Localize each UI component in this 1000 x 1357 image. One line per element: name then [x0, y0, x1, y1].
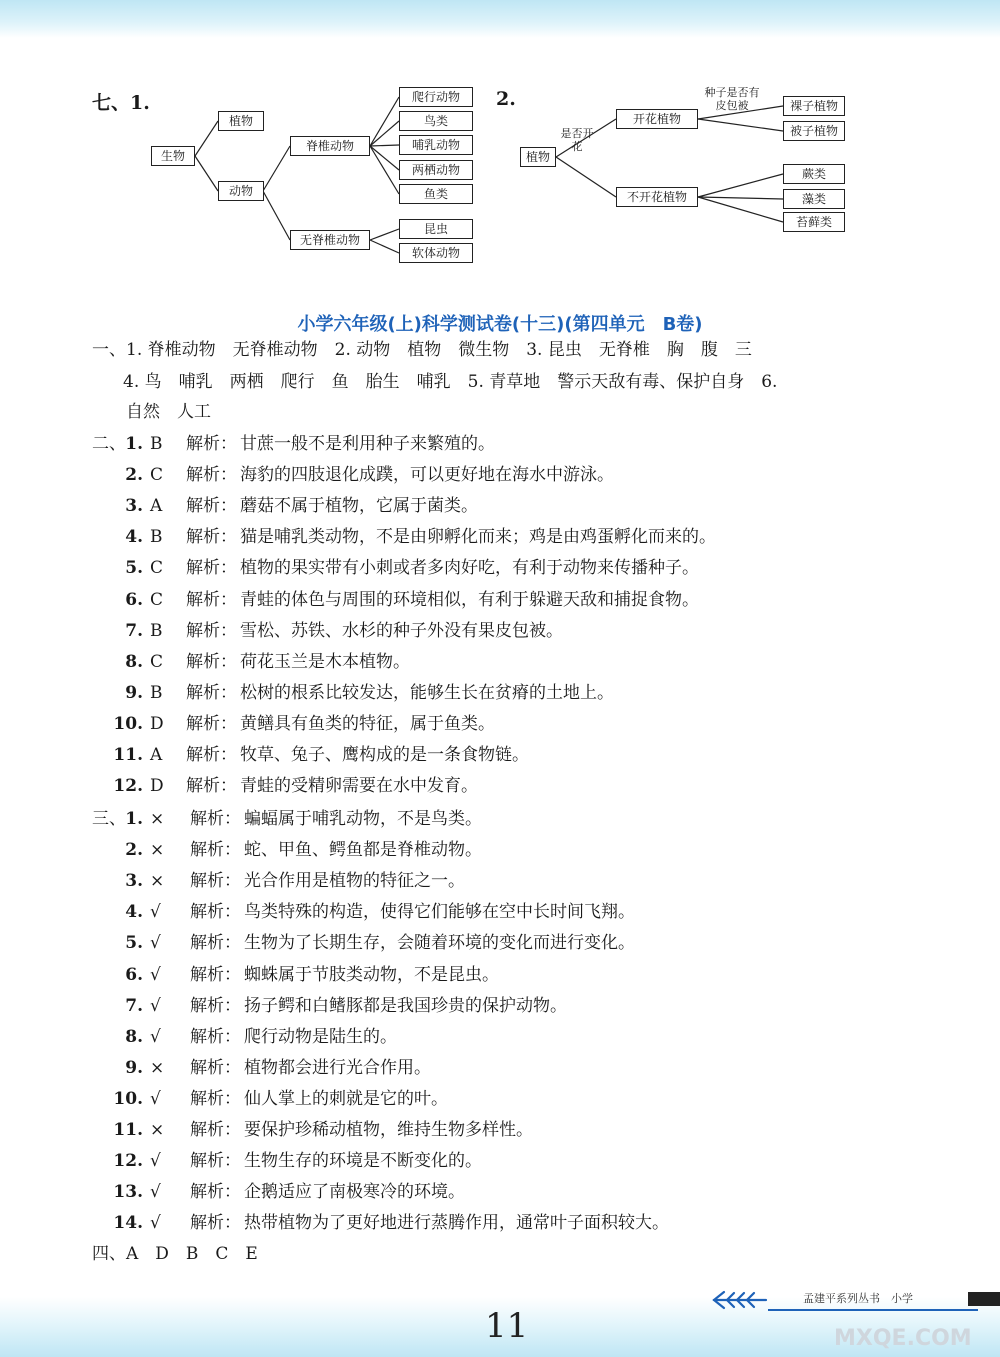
analysis-text: 生物生存的环境是不断变化的。 [244, 1151, 482, 1172]
analysis-label: 解析： [190, 964, 241, 985]
analysis-label: 解析： [186, 558, 237, 579]
analysis-text: 鸟类特殊的构造，使得它们能够在空中长时间飞翔。 [244, 902, 635, 923]
item-answer: √ [150, 995, 161, 1016]
item-number: 10. [113, 713, 143, 734]
part1-line-1: 一、1. 脊椎动物 无脊椎动物 2. 动物 植物 微生物 3. 昆虫 无脊椎 胸 腹 三 [92, 340, 752, 360]
node-vertebrate: 脊椎动物 [290, 136, 370, 156]
item-answer: B [150, 527, 163, 548]
analysis-label: 解析： [190, 1026, 241, 1047]
footer-rule [768, 1309, 978, 1311]
node-mosses: 苔藓类 [783, 212, 845, 232]
item-number: 1. [125, 434, 143, 454]
analysis-text: 蘑菇不属于植物，它属于菌类。 [240, 496, 478, 517]
item-number: 5. [125, 558, 143, 579]
item-answer: × [150, 871, 165, 892]
analysis-label: 解析： [186, 713, 237, 734]
item-answer: √ [150, 1182, 161, 1203]
analysis-label: 解析： [186, 496, 237, 517]
analysis-label: 解析： [190, 1057, 241, 1078]
item-answer: C [150, 465, 164, 486]
node-flowering: 开花植物 [616, 109, 698, 129]
node-ferns: 蕨类 [783, 164, 845, 184]
item-answer: √ [150, 1088, 161, 1109]
item-number: 3. [125, 496, 143, 517]
item-number: 11. [113, 745, 143, 765]
node-angiosperms: 被子植物 [783, 121, 845, 141]
item-answer: D [150, 713, 164, 734]
page-number: 11 [485, 1306, 529, 1346]
item-answer: × [150, 840, 165, 861]
analysis-text: 荷花玉兰是木本植物。 [240, 651, 410, 672]
node-fish: 鱼类 [399, 184, 473, 204]
analysis-text: 牧草、兔子、鹰构成的是一条食物链。 [240, 745, 529, 765]
item-number: 4. [125, 902, 143, 923]
analysis-label: 解析： [190, 809, 241, 829]
item-number: 4. [125, 527, 143, 548]
node-algae: 藻类 [783, 189, 845, 209]
arrow-icon [710, 1289, 770, 1311]
item-answer: C [150, 558, 164, 579]
node-reptiles: 爬行动物 [399, 87, 473, 107]
item-number: 6. [125, 589, 143, 610]
analysis-label: 解析： [186, 465, 237, 486]
item-answer: A [150, 745, 163, 765]
item-answer: B [150, 620, 163, 641]
analysis-text: 仙人掌上的刺就是它的叶。 [244, 1088, 448, 1109]
item-answer: √ [150, 1026, 161, 1047]
analysis-text: 要保护珍稀动植物，维持生物多样性。 [244, 1120, 533, 1140]
analysis-text: 光合作用是植物的特征之一。 [244, 871, 465, 892]
item-number: 9. [125, 682, 143, 703]
analysis-text: 蜘蛛属于节肢类动物，不是昆虫。 [244, 964, 499, 985]
analysis-label: 解析： [190, 933, 241, 954]
footer-marker [968, 1292, 1000, 1306]
part1-line-3: 自然 人工 [126, 402, 211, 422]
part4-answers: 四、A D B C E [92, 1244, 258, 1264]
node-amphibians: 两栖动物 [399, 160, 473, 180]
node-plants-2: 植物 [520, 147, 556, 167]
item-number: 7. [125, 995, 143, 1016]
analysis-label: 解析： [190, 995, 241, 1016]
part2-prefix: 二、 [92, 434, 126, 454]
item-number: 13. [113, 1182, 143, 1203]
analysis-text: 海豹的四肢退化成蹼，可以更好地在海水中游泳。 [240, 465, 614, 486]
item-number: 14. [113, 1213, 143, 1234]
item-number: 9. [125, 1057, 143, 1078]
node-mammals: 哺乳动物 [399, 135, 473, 155]
analysis-text: 青蛙的体色与周围的环境相似，有利于躲避天敌和捕捉食物。 [240, 589, 699, 610]
analysis-text: 热带植物为了更好地进行蒸腾作用，通常叶子面积较大。 [244, 1213, 669, 1234]
analysis-text: 扬子鳄和白鳍豚都是我国珍贵的保护动物。 [244, 995, 567, 1016]
analysis-text: 青蛙的受精卵需要在水中发育。 [240, 776, 478, 797]
section7-label: 七、1. [92, 92, 150, 114]
item-answer: √ [150, 902, 161, 923]
part1-line-2: 4. 鸟 哺乳 两栖 爬行 鱼 胎生 哺乳 5. 青草地 警示天敌有毒、保护自身 6. [123, 372, 778, 392]
item-number: 5. [125, 933, 143, 954]
item-answer: C [150, 651, 164, 672]
analysis-label: 解析： [190, 1213, 241, 1234]
analysis-text: 爬行动物是陆生的。 [244, 1026, 397, 1047]
analysis-label: 解析： [190, 1120, 241, 1140]
node-mollusks: 软体动物 [399, 243, 473, 263]
node-insects: 昆虫 [399, 219, 473, 239]
item-number: 8. [125, 1026, 143, 1047]
analysis-label: 解析： [190, 1088, 241, 1109]
item-answer: √ [150, 933, 161, 954]
analysis-text: 蝙蝠属于哺乳动物，不是鸟类。 [244, 809, 482, 829]
analysis-label: 解析： [190, 902, 241, 923]
analysis-text: 生物为了长期生存，会随着环境的变化而进行变化。 [244, 933, 635, 954]
item-number: 11. [113, 1120, 143, 1140]
item-answer: × [150, 809, 165, 829]
watermark-text: MXQE.COM [834, 1326, 972, 1351]
analysis-label: 解析： [186, 589, 237, 610]
item-number: 7. [125, 620, 143, 641]
node-living-things: 生物 [151, 146, 195, 166]
item-number: 2. [125, 465, 143, 486]
item-number: 6. [125, 964, 143, 985]
item-answer: √ [150, 964, 161, 985]
analysis-text: 企鹅适应了南极寒冷的环境。 [244, 1182, 465, 1203]
analysis-label: 解析： [186, 620, 237, 641]
item-answer: A [150, 496, 163, 517]
item-answer: × [150, 1057, 165, 1078]
node-invertebrate: 无脊椎动物 [290, 230, 370, 250]
item-answer: B [150, 434, 163, 454]
footer-series-name: 孟建平系列丛书 小学 [803, 1292, 913, 1305]
analysis-label: 解析： [186, 527, 237, 548]
analysis-label: 解析： [190, 1151, 241, 1172]
item-number: 2. [125, 840, 143, 861]
analysis-label: 解析： [190, 1182, 241, 1203]
criterion-flowering: 是否开花 [560, 127, 594, 153]
analysis-text: 植物的果实带有小刺或者多肉好吃，有利于动物来传播种子。 [240, 558, 699, 579]
part3-prefix: 三、 [92, 809, 126, 829]
item-answer: √ [150, 1213, 161, 1234]
analysis-label: 解析： [186, 651, 237, 672]
analysis-text: 植物都会进行光合作用。 [244, 1057, 431, 1078]
node-non-flowering: 不开花植物 [616, 187, 698, 207]
item-number: 10. [113, 1088, 143, 1109]
analysis-text: 松树的根系比较发达，能够生长在贫瘠的土地上。 [240, 682, 614, 703]
diagram-connectors [0, 0, 1000, 280]
item-number: 8. [125, 651, 143, 672]
item-answer: B [150, 682, 163, 703]
analysis-text: 猫是哺乳类动物，不是由卵孵化而来；鸡是由鸡蛋孵化而来的。 [240, 527, 716, 548]
analysis-text: 甘蔗一般不是利用种子来繁殖的。 [240, 434, 495, 454]
item-answer: D [150, 776, 164, 797]
node-animals: 动物 [218, 181, 264, 201]
node-gymnosperms: 裸子植物 [783, 96, 845, 116]
analysis-label: 解析： [186, 745, 237, 765]
node-birds: 鸟类 [399, 111, 473, 131]
analysis-label: 解析： [186, 434, 237, 454]
item-answer: √ [150, 1151, 161, 1172]
item-number: 12. [113, 1151, 143, 1172]
criterion-seed-covering: 种子是否有皮包被 [704, 86, 760, 112]
analysis-label: 解析： [190, 840, 241, 861]
analysis-text: 黄鳝具有鱼类的特征，属于鱼类。 [240, 713, 495, 734]
item-answer: × [150, 1120, 165, 1140]
item-number: 1. [125, 809, 143, 829]
analysis-text: 蛇、甲鱼、鳄鱼都是脊椎动物。 [244, 840, 482, 861]
item-number: 3. [125, 871, 143, 892]
section7-label-2: 2. [496, 88, 516, 110]
item-number: 12. [113, 776, 143, 797]
analysis-label: 解析： [190, 871, 241, 892]
analysis-text: 雪松、苏铁、水杉的种子外没有果皮包被。 [240, 620, 563, 641]
node-plants: 植物 [218, 111, 264, 131]
test-paper-title: 小学六年级(上)科学测试卷(十三)(第四单元 B卷) [297, 314, 703, 335]
analysis-label: 解析： [186, 682, 237, 703]
analysis-label: 解析： [186, 776, 237, 797]
item-answer: C [150, 589, 164, 610]
